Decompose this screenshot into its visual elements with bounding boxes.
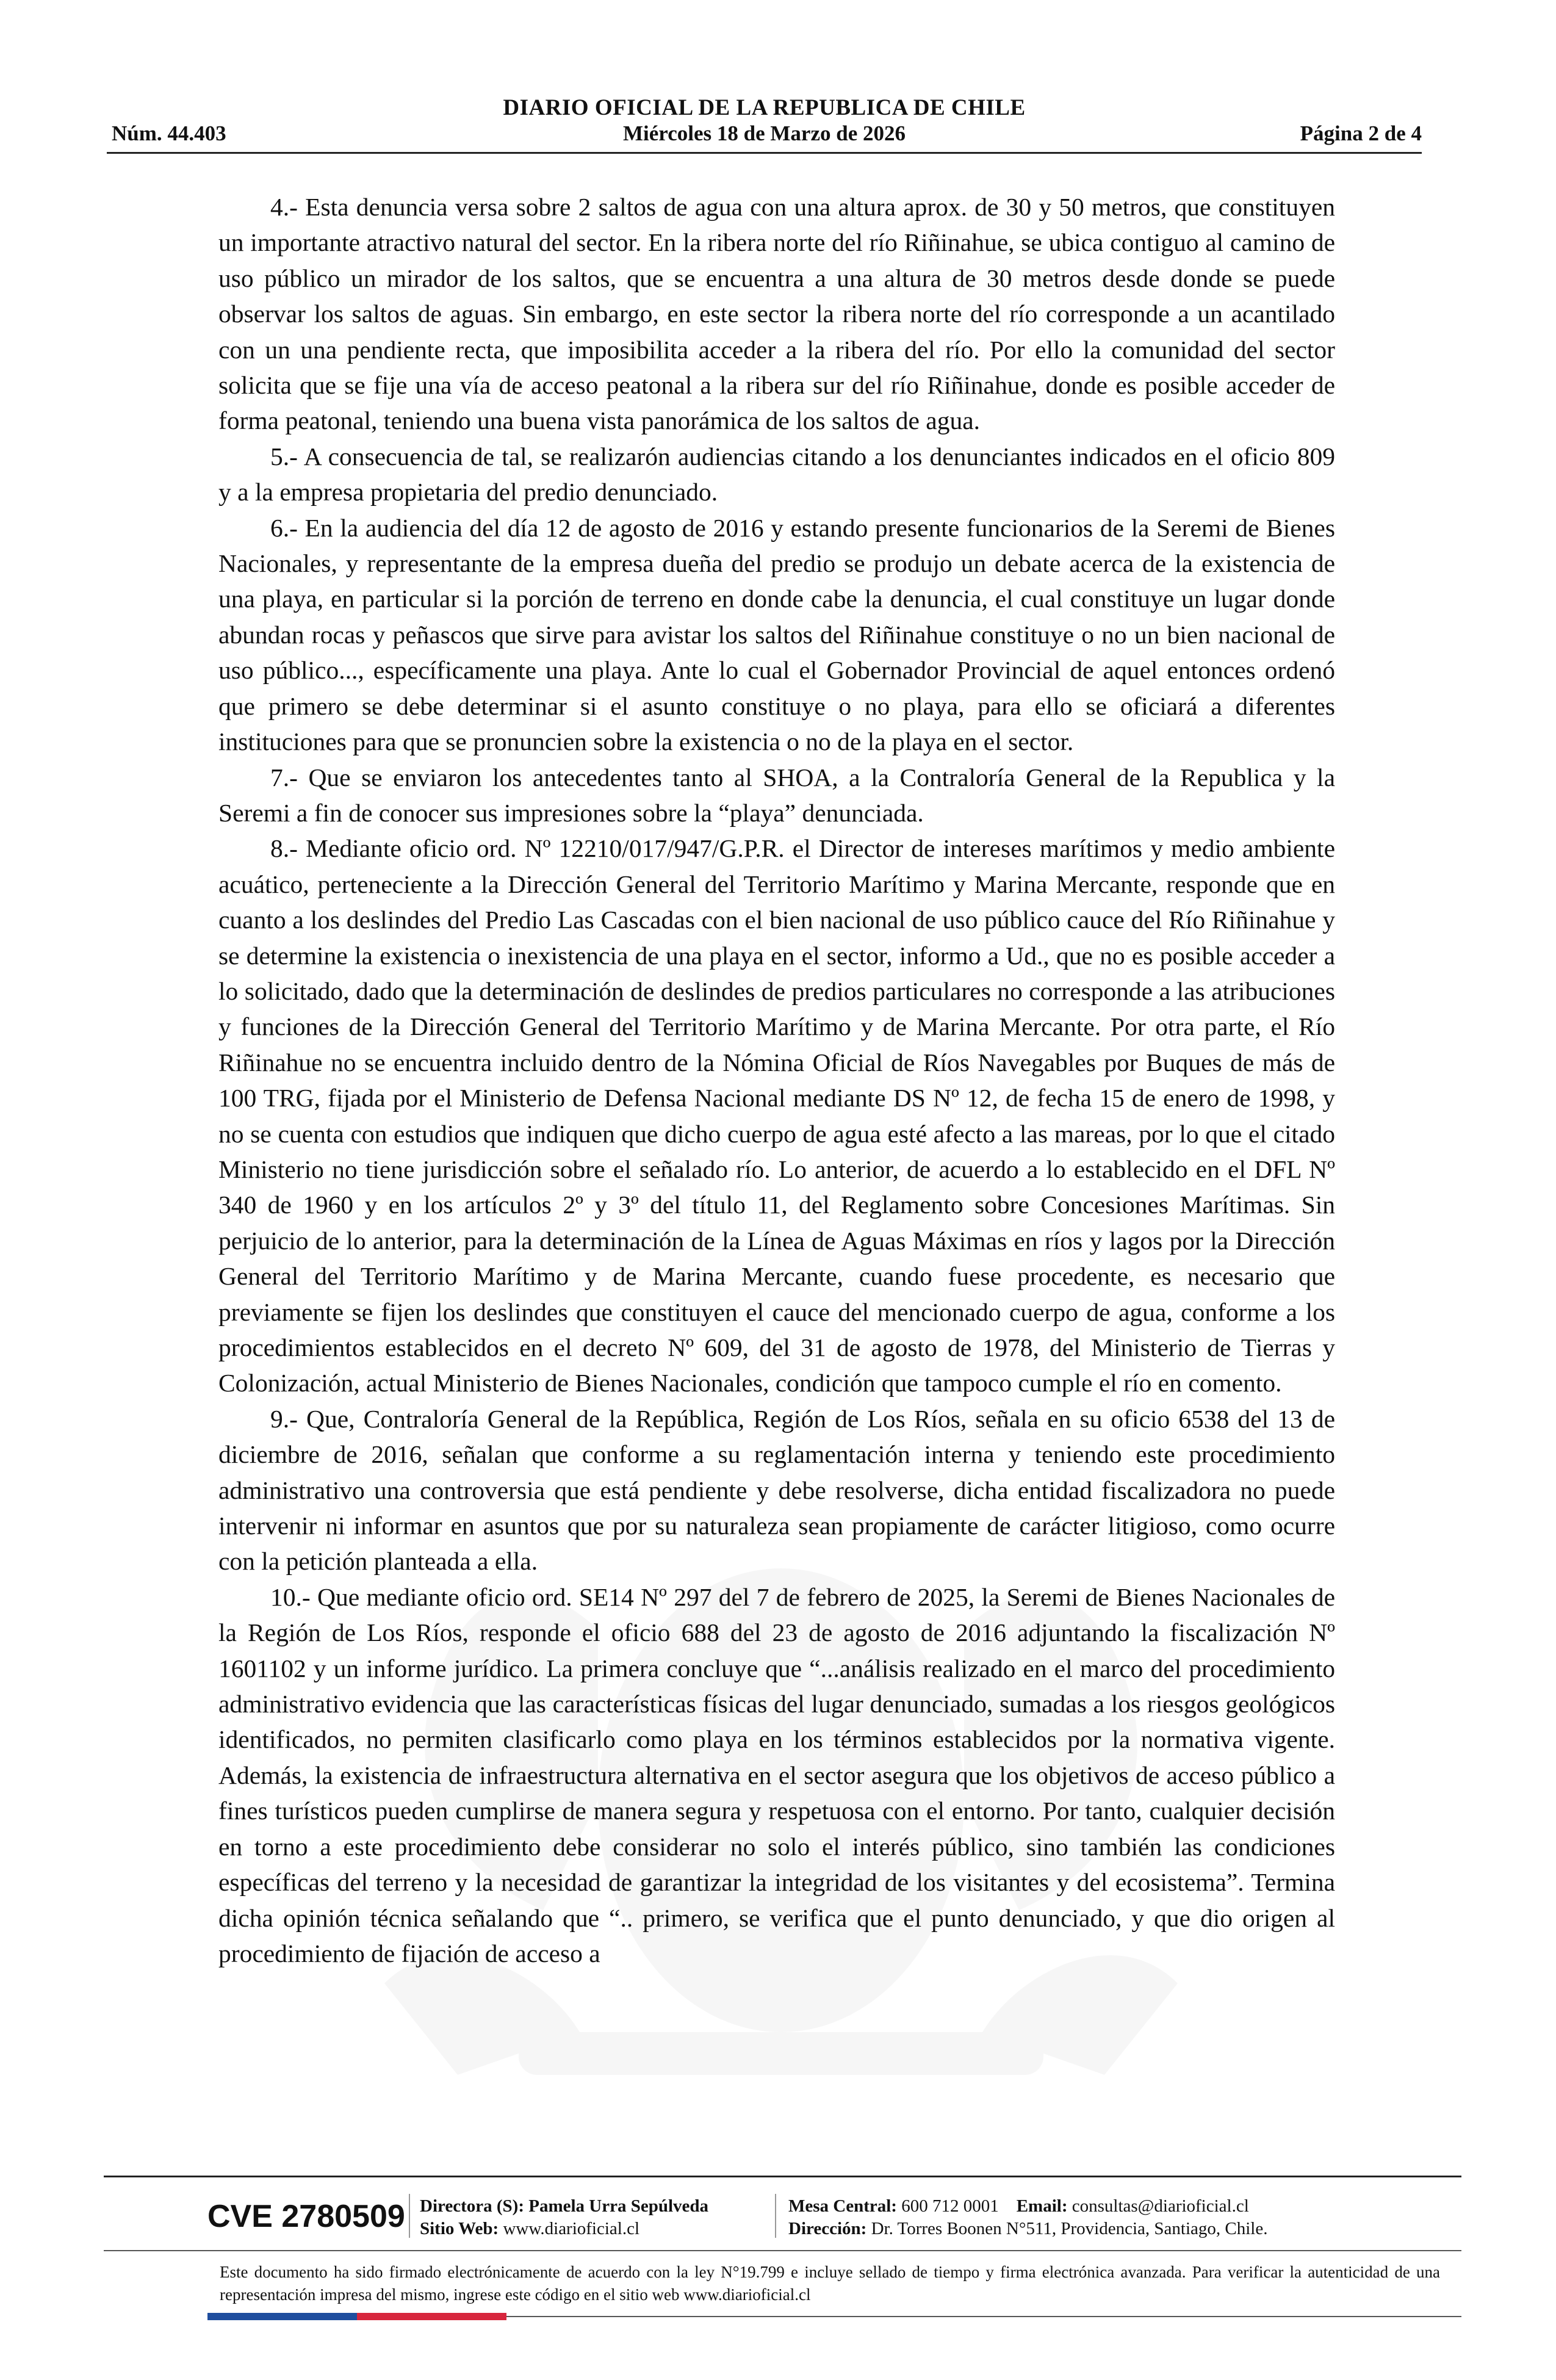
flag-red-segment [357,2313,506,2320]
page-header [107,95,1422,159]
paragraph-10: 10.- Que mediante oficio ord. SE14 Nº 297 del 7 de febrero de 2025, la Seremi de Bienes Nacionales de la Región de Los Ríos, responde el oficio 688 del 23 de agosto de 2016 adjuntando la fiscalización Nº 1601102 y un informe jurídico. La primera concluye que “...análisis realizado en el marco del procedimiento administrativo evidencia que las características físicas del lugar denunciado, sumadas a los riesgos geológicos identificados, no permiten clasificarlo como playa en los términos establecidos por la normativa vigente. Además, la existencia de infraestructura alternativa en el sector asegura que los objetivos de acceso público a fines turísticos pueden cumplirse de manera segura y respetuosa con el entorno. Por tanto, cualquier decisión en torno a este procedimiento debe considerar no solo el interés público, sino también las condiciones específicas del terreno y la necesidad de garantizar la integridad de los visitantes y del ecosistema”. Termina dicha opinión técnica señalando que “.. primero, se verifica que el punto denunciado, y que dio origen al procedimiento de fijación de acceso a [218,1582,1335,1967]
paragraph-4: 4.- Esta denuncia versa sobre 2 saltos de agua con una altura aprox. de 30 y 50 metros, que constituyen un importante atractivo natural del sector. En la ribera norte del río Riñinahue, se ubica contiguo al camino de uso público un mirador de los saltos, que se encuentra a una altura de 30 metros desde donde se puede observar los saltos de aguas. Sin embargo, en este sector la ribera norte del río corresponde a un acantilado con un una pendiente recta, que imposibilita acceder a la ribera del río. Por ello la comunidad del sector solicita que se fije una vía de acceso peatonal a la ribera sur del río Riñinahue, donde es posible acceder de forma peatonal, teniendo una buena vista panorámica de los saltos de agua. [218,193,1335,435]
paragraph-8: 8.- Mediante oficio ord. Nº 12210/017/947/G.P.R. el Director de intereses marítimos y medio ambiente acuático, perteneciente a la Dirección General del Territorio Marítimo y Marina Mercante, responde que en cuanto a los deslindes del Predio Las Cascadas con el bien nacional de uso público cauce del Río Riñinahue y se determine la existencia o inexistencia de una playa en el sector, informo a Ud., que no es posible acceder a lo solicitado, dado que la determinación de deslindes de predios particulares no corresponde a las atribuciones y funciones de la Dirección General del Territorio Marítimo y de Marina Mercante. Por otra parte, el Río Riñinahue no se encuentra incluido dentro de la Nómina Oficial de Ríos Navegables por Buques de más de 100 TRG, fijada por el Ministerio de Defensa Nacional mediante DS Nº 12, de fecha 15 de enero de 1998, y no se cuenta con estudios que indiquen que dicho cuerpo de agua esté afecto a las mareas, por lo que el citado Ministerio no tiene jurisdicción sobre el señalado río. Lo anterior, de acuerdo a lo establecido en el DFL Nº 340 de 1960 y en los artículos 2º y 3º del título 11, del Reglamento sobre Concesiones Marítimas. Sin perjuicio de lo anterior, para la determinación de la Línea de Aguas Máximas en ríos y lagos por la Dirección General del Territorio Marítimo y de Marina Mercante, cuando fuese procedente, es necesario que previamente se fijen los deslindes que constituyen el cauce del mencionado cuerpo de agua, conforme a los procedimientos establecidos en el decreto Nº 609, del 31 de agosto de 1978, del Ministerio de Tierras y Colonización, actual Ministerio de Bienes Nacionales, condición que tampoco cumple el río en comento. [218,834,1335,1397]
phone-label: Mesa Central: [788,2196,897,2216]
web-link[interactable]: www.diarioficial.cl [503,2219,640,2238]
phone-value: 600 712 0001 [901,2196,999,2216]
publication-title: DIARIO OFICIAL DE LA REPUBLICA DE CHILE [503,95,1026,120]
chile-flag-stripe [207,2313,506,2320]
footer-separator [409,2194,410,2238]
footer-middle-rule [104,2250,1461,2251]
legal-notice: Este documento ha sido firmado electrónicamente de acuerdo con la ley N°19.799 e incluye sellado de tiempo y firma electrónica avanzada. Para verificar la autenticidad de una representación impresa del mismo, ingrese este código en el sitio web www.diarioficial.cl [220,2263,1440,2304]
email-link[interactable]: consultas@diarioficial.cl [1072,2196,1249,2216]
director-label: Directora (S): [420,2196,524,2216]
footer-top-rule [104,2176,1461,2177]
director-name: Pamela Urra Sepúlveda [528,2196,709,2216]
paragraph-7: 7.- Que se enviaron los antecedentes tanto al SHOA, a la Contraloría General de la Republica y la Seremi a fin de conocer sus impresiones sobre la “playa” denunciada. [218,763,1335,827]
footer-separator [775,2194,776,2238]
address-label: Dirección: [788,2219,867,2238]
address-value: Dr. Torres Boonen N°511, Providencia, Santiago, Chile. [871,2219,1268,2238]
header-rule [107,152,1422,154]
paragraph-9: 9.- Que, Contraloría General de la República, Región de Los Ríos, señala en su oficio 6538 del 13 de diciembre de 2016, señalan que conforme a su reglamentación interna y teniendo este procedimiento administrativo una controversia que está pendiente y debe resolverse, dicha entidad fiscalizadora no puede intervenir ni informar en asuntos que por su naturaleza sean propiamente de carácter litigioso, como ocurre con la petición planteada a ella. [218,1404,1335,1576]
footer-bottom-rule [506,2316,1461,2317]
footer-contact-block [788,2195,1267,2240]
issue-number: Núm. 44.403 [112,121,226,145]
flag-blue-segment [207,2313,357,2320]
email-label: Email: [1016,2196,1068,2216]
paragraph-6: 6.- En la audiencia del día 12 de agosto de 2016 y estando presente funcionarios de la Seremi de Bienes Nacionales, y representante de la empresa dueña del predio se produjo un debate acerca de la existencia de una playa, en particular si la porción de terreno en donde cabe la denuncia, el cual constituye un lugar donde abundan rocas y peñascos que sirve para avistar los saltos del Riñinahue constituye o no un bien nacional de uso público..., específicamente una playa. Ante lo cual el Gobernador Provincial de aquel entonces ordenó que primero se debe determinar si el asunto constituye o no playa, para ello se oficiará a diferentes instituciones para que se pronuncien sobre la existencia o no de la playa en el sector. [218,513,1335,756]
web-label: Sitio Web: [420,2219,499,2238]
page-indicator: Página 2 de 4 [1300,121,1422,145]
cve-code: CVE 2780509 [207,2199,405,2234]
page-footer [104,2176,1461,2340]
footer-director-block [420,2195,708,2240]
issue-date: Miércoles 18 de Marzo de 2026 [623,121,906,145]
document-body [218,189,1335,1971]
paragraph-5: 5.- A consecuencia de tal, se realizarón audiencias citando a los denunciantes indicados en el oficio 809 y a la empresa propietaria del predio denunciado. [218,442,1335,507]
